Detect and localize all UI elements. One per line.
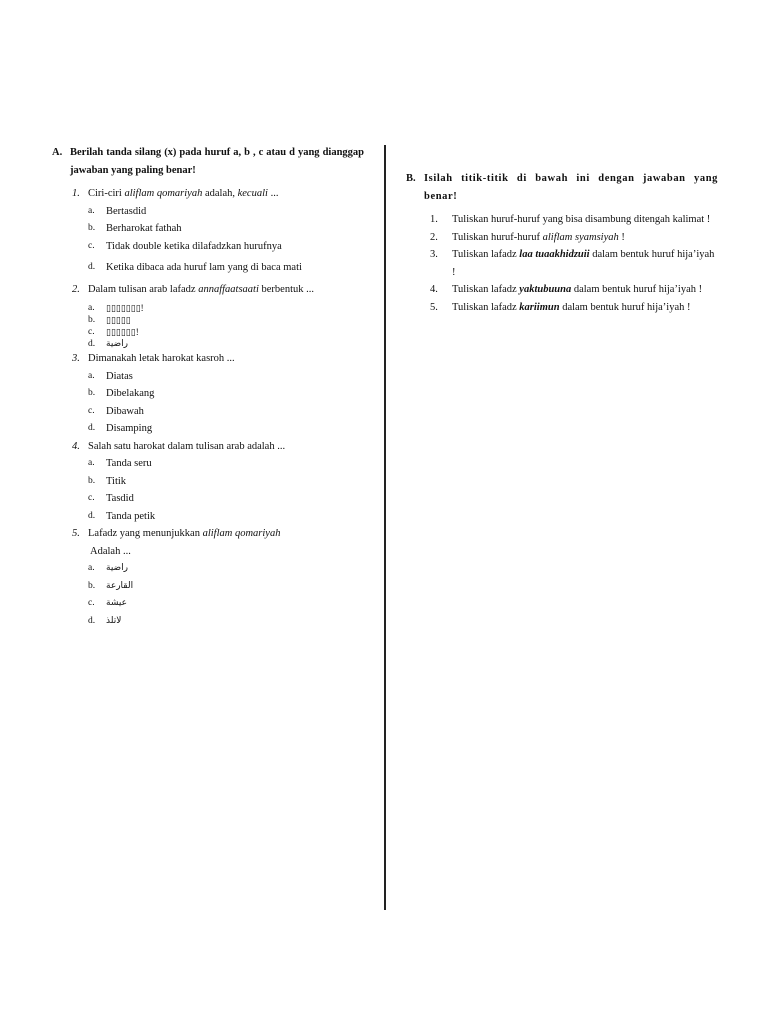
question-text: Ciri-ciri aliflam qomariyah adalah, kecuali ... <box>88 188 279 199</box>
section-a-title: Berilah tanda silang (x) pada huruf a, b , c atau d yang dianggap jawaban yang paling benar! <box>70 147 364 176</box>
option: c. Dibawah <box>88 405 144 417</box>
option: c. Tasdid <box>88 493 134 504</box>
section-b-title: Isilah titik-titik di bawah ini dengan jawaban yang benar! <box>424 173 718 202</box>
option: a. ▯▯▯▯▯▯▯! <box>88 303 144 313</box>
option: a. Bertasdid <box>88 205 147 217</box>
option: d. لاتلذ <box>88 615 122 626</box>
option: b. القارعة <box>88 580 134 591</box>
option: a. راضية <box>88 563 129 573</box>
section-a-mark: A. <box>52 147 63 158</box>
question-4 <box>72 438 364 456</box>
b-item-5: 5. Tuliskan lafadz kariimun dalam bentuk huruf hija’iyah ! <box>430 301 691 313</box>
section-a-heading <box>52 144 364 179</box>
section-b-heading <box>406 170 718 205</box>
b-item-3: 3. Tuliskan lafadz laa tuaakhidzuii dalam bentuk huruf hija’iyah ! <box>430 249 715 278</box>
question-text: Dalam tulisan arab lafadz annaffaatsaati berbentuk ... <box>88 283 315 295</box>
b-item-2: 2. Tuliskan huruf-huruf aliflam syamsiyah ! <box>430 231 625 243</box>
option: b. Dibelakang <box>88 388 155 399</box>
column-divider <box>384 145 386 910</box>
section-b-mark: B. <box>406 173 416 184</box>
option: d. Disamping <box>88 423 153 434</box>
question-number: 1. <box>72 188 80 199</box>
option: c. ▯▯▯▯▯▯! <box>88 327 139 337</box>
option: c. عيشة <box>88 598 127 608</box>
section-a <box>52 144 364 630</box>
option: d. Tanda petik <box>88 510 156 522</box>
question-5 <box>72 525 364 560</box>
question-text: Dimanakah letak harokat kasroh ... <box>88 353 235 364</box>
option: d. راضية <box>88 339 129 349</box>
option: a. Tanda seru <box>88 458 152 469</box>
question-2 <box>72 281 364 299</box>
b-item-4: 4. Tuliskan lafadz yaktubuuna dalam bentuk huruf hija’iyah ! <box>430 284 703 295</box>
option: b. ▯▯▯▯▯ <box>88 315 131 325</box>
option: b. Berharokat fathah <box>88 223 182 234</box>
option: b. Titik <box>88 475 127 487</box>
question-number: 5. <box>72 528 80 539</box>
question-number: 3. <box>72 353 80 364</box>
question-number: 4. <box>72 440 80 452</box>
option: d. Ketika dibaca ada huruf lam yang di baca mati <box>88 262 302 273</box>
question-text: Lafadz yang menunjukkan aliflam qomariyah Adalah ... <box>88 528 281 557</box>
question-1 <box>72 185 364 203</box>
option: c. Tidak double ketika dilafadzkan hurufnya <box>88 240 282 252</box>
option: a. Diatas <box>88 370 133 382</box>
question-text: Salah satu harokat dalam tulisan arab adalah ... <box>88 440 286 452</box>
question-3 <box>72 350 364 368</box>
b-item-1: 1. Tuliskan huruf-huruf yang bisa disambung ditengah kalimat ! <box>430 214 711 225</box>
question-number: 2. <box>72 283 80 295</box>
section-b <box>406 170 718 316</box>
